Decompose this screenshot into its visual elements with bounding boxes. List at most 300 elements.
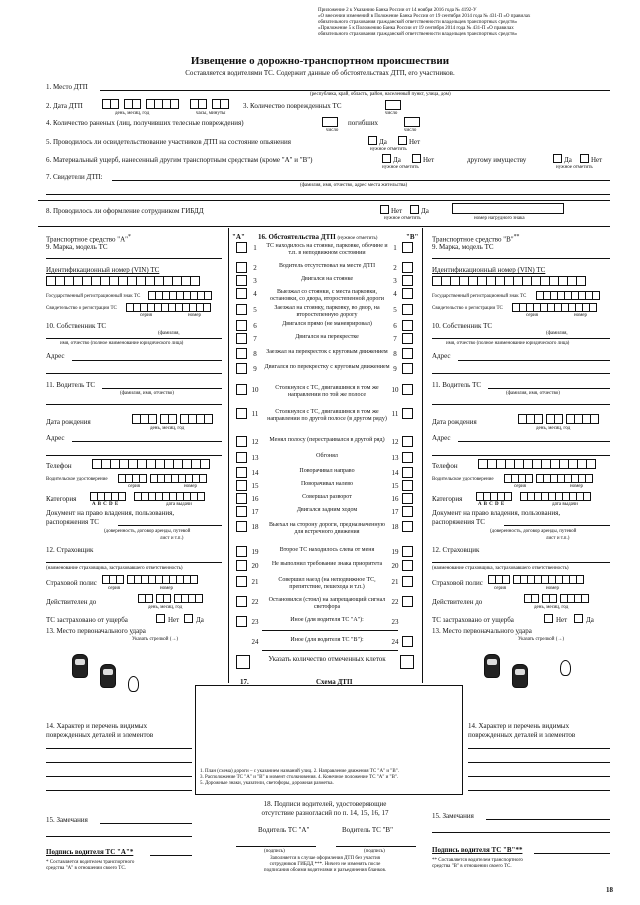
dead-count-input[interactable] xyxy=(404,117,420,127)
circ-number: 11 xyxy=(391,410,399,418)
circ-a-checkbox[interactable] xyxy=(236,242,247,253)
number-hint: номер xyxy=(184,484,197,489)
driver-address-input[interactable] xyxy=(458,441,610,442)
circ-b-checkbox[interactable] xyxy=(402,262,413,273)
circ-text: Остановился (стоял) на запрещающий сигнал светофора xyxy=(268,597,386,610)
ownership-doc-input[interactable] xyxy=(118,525,222,526)
phone-label: Телефон xyxy=(432,462,458,470)
address-label: Адрес xyxy=(46,434,65,442)
hours-cells[interactable] xyxy=(190,99,206,109)
circ-b-checkbox[interactable] xyxy=(402,493,413,504)
arrow-hint: Указать стрелкой (→) xyxy=(518,637,565,642)
circ-number: 1 xyxy=(393,244,397,252)
field-4-label: 4. Количество раненых (лиц, получивших телесные повреждения) xyxy=(46,119,244,127)
driver-a-signature[interactable] xyxy=(236,846,316,847)
circ-number: 8 xyxy=(253,350,257,358)
insurer-label: 12. Страховщик xyxy=(46,546,94,554)
divider xyxy=(38,200,610,201)
address-label: Адрес xyxy=(432,352,451,360)
yes-label: Да xyxy=(564,156,572,164)
circ-text: Двигался на стоянке xyxy=(300,276,354,282)
circ-a-checkbox[interactable] xyxy=(236,546,247,557)
circ-text: Столкнулся с ТС, двигавшимся в том же направлении по той же полосе xyxy=(275,385,379,398)
signatures-title-2: отсутствие разногласий по п. 14, 15, 16, 17 xyxy=(261,809,389,817)
owner-address-input[interactable] xyxy=(458,360,610,361)
damages-a-input[interactable] xyxy=(46,748,192,749)
insured-no-checkbox[interactable] xyxy=(156,614,165,623)
circ-b-checkbox[interactable] xyxy=(402,242,413,253)
circ-a-checkbox[interactable] xyxy=(236,320,247,331)
cert-cells[interactable] xyxy=(512,303,596,312)
insurer-hint: (наименование страховщика, застраховавшего ответственность) xyxy=(432,566,569,571)
footnote-b xyxy=(432,858,523,870)
circ-number: 2 xyxy=(393,264,397,272)
car-diagram-icon[interactable] xyxy=(72,654,88,678)
no-label: Нет xyxy=(423,156,435,164)
insured-label: ТС застраховано от ущерба xyxy=(432,616,514,624)
year-cells[interactable] xyxy=(146,99,178,109)
policy-label: Страховой полис xyxy=(432,579,483,587)
circ-text: Заезжал на перекресток с круговым движением xyxy=(266,349,388,355)
driver-a-sign-label: Водитель ТС "А" xyxy=(258,826,310,834)
circ-a-checkbox[interactable] xyxy=(236,467,247,478)
circ-a-checkbox[interactable] xyxy=(236,576,247,587)
circ-number: 22 xyxy=(251,598,259,606)
category-label: Категория xyxy=(46,495,77,503)
brand-label: 9. Марка, модель ТС xyxy=(46,243,108,251)
damages-a-input-3[interactable] xyxy=(46,776,192,777)
circ-b-checkbox[interactable] xyxy=(402,521,413,532)
circ-b-checkbox[interactable] xyxy=(402,546,413,557)
damage-vehicles-yes-checkbox[interactable] xyxy=(382,154,391,163)
owner-label: 10. Собственник ТС xyxy=(46,322,107,330)
circ-text: Менял полосу (перестраивался в другой ряд) xyxy=(269,437,385,443)
minutes-cells[interactable] xyxy=(212,99,228,109)
sign-b-label: Подпись водителя ТС "В"** xyxy=(432,846,523,854)
circ-number: 11 xyxy=(251,410,259,418)
no-label: Нет xyxy=(391,207,403,215)
circ-b-checkbox[interactable] xyxy=(402,348,413,359)
other-property-label: другому имуществу xyxy=(467,156,527,164)
police-yes-checkbox[interactable] xyxy=(410,205,419,214)
witnesses-input[interactable] xyxy=(112,180,610,181)
reg-cells[interactable] xyxy=(148,291,211,300)
series-hint: серия xyxy=(526,313,538,318)
remarks-b-input-2[interactable] xyxy=(432,832,610,833)
circ-a-checkbox[interactable] xyxy=(236,333,247,344)
count-label: Указать количество отмеченных клеток xyxy=(268,655,386,663)
circ-text: Совершал разворот xyxy=(302,494,352,500)
circ-a-checkbox[interactable] xyxy=(236,452,247,463)
circ-a-checkbox[interactable] xyxy=(236,560,247,571)
circ-a-checkbox[interactable] xyxy=(236,288,247,299)
circ-number: 19 xyxy=(251,548,259,556)
driver-address-input-2[interactable] xyxy=(46,455,222,456)
scheme-legend xyxy=(200,769,462,787)
page-number: 18 xyxy=(606,886,613,894)
brand-input[interactable] xyxy=(46,258,222,259)
date-cells[interactable] xyxy=(102,99,118,109)
vin-cells[interactable] xyxy=(432,276,585,286)
brand-input[interactable] xyxy=(432,258,610,259)
driver-hint: (фамилия, имя, отчество) xyxy=(506,391,560,396)
circ-b-checkbox[interactable] xyxy=(402,408,413,419)
ownership-doc-input[interactable] xyxy=(504,525,610,526)
license-cells[interactable] xyxy=(504,474,592,483)
scheme-number: 17. xyxy=(240,678,249,686)
injured-count-input[interactable] xyxy=(322,117,338,127)
doc-label: Документ на право владения, пользования, xyxy=(432,509,561,517)
circ-number: 4 xyxy=(393,290,397,298)
sobriety-no-checkbox[interactable] xyxy=(398,136,407,145)
policy-cells[interactable] xyxy=(488,575,583,584)
birth-label: Дата рождения xyxy=(432,418,477,426)
reg-label: Государственный регистрационный знак ТС xyxy=(432,294,527,299)
cert-cells[interactable] xyxy=(126,303,210,312)
impact-label: 13. Место первоначального удара xyxy=(46,627,146,635)
circ-a-checkbox[interactable] xyxy=(236,363,247,374)
category-cells[interactable] xyxy=(90,492,125,501)
field-2-label: 2. Дата ДТП xyxy=(46,102,83,110)
circ-number: 18 xyxy=(391,523,399,531)
circ-number: 22 xyxy=(391,598,399,606)
circ-text: Поворачивал направо xyxy=(299,468,355,474)
driver-input[interactable] xyxy=(102,388,222,389)
column-a-header: "А" xyxy=(232,233,245,241)
number-hint: номер xyxy=(574,313,587,318)
owner-hint: (фамилия, xyxy=(158,331,180,336)
circ-text: Поворачивал налево xyxy=(300,481,354,487)
insured-label: ТС застраховано от ущерба xyxy=(46,616,128,624)
damages-a-input-2[interactable] xyxy=(46,762,192,763)
insurer-input[interactable] xyxy=(432,562,610,563)
sobriety-yes-checkbox[interactable] xyxy=(368,136,377,145)
circ-number: 9 xyxy=(253,365,257,373)
phone-cells[interactable] xyxy=(478,459,595,469)
circ-number: 24 xyxy=(391,638,399,646)
circ-text: Двигался по перекрестку с круговым движением xyxy=(264,364,390,370)
license-cells[interactable] xyxy=(118,474,206,483)
circ-number: 10 xyxy=(251,386,259,394)
driver-address-input-2[interactable] xyxy=(432,455,610,456)
circ-b-checkbox[interactable] xyxy=(402,636,413,647)
doc-hint: (доверенность, договор аренды, путевой xyxy=(104,529,191,534)
circ-b-checkbox[interactable] xyxy=(402,363,413,374)
injured-hint: число xyxy=(326,128,339,133)
owner-input[interactable] xyxy=(432,338,610,339)
column-divider-left xyxy=(228,228,229,683)
header-line: Приложение 2 к Указанию Банка России от 14 ноября 2016 года № 4192-У xyxy=(318,8,477,13)
page-title: Извещение о дорожно-транспортном происшествии xyxy=(190,55,450,67)
damages-label: 14. Характер и перечень видимых xyxy=(46,722,148,730)
birth-hint: день, месяц, год xyxy=(536,426,571,431)
column-divider-right xyxy=(422,228,423,683)
circ-number: 17 xyxy=(391,508,399,516)
brand-label: 9. Марка, модель ТС xyxy=(432,243,494,251)
reg-cells[interactable] xyxy=(536,291,599,300)
doc-hint-2: лист и т.п.) xyxy=(160,536,184,541)
number-hint: номер xyxy=(546,586,559,591)
insured-yes-checkbox[interactable] xyxy=(574,614,583,623)
circ-a-checkbox[interactable] xyxy=(236,384,247,395)
circ-b-checkbox[interactable] xyxy=(402,288,413,299)
insured-no-checkbox[interactable] xyxy=(544,614,553,623)
circ-number: 15 xyxy=(251,482,259,490)
remarks-a-input[interactable] xyxy=(100,823,192,824)
owner-address-input-2[interactable] xyxy=(432,373,610,374)
policy-cells[interactable] xyxy=(102,575,197,584)
series-hint: серия xyxy=(494,586,506,591)
circ-b-checkbox[interactable] xyxy=(402,436,413,447)
circ-title: 16. Обстоятельства ДТП xyxy=(258,233,336,241)
birth-cells[interactable] xyxy=(518,414,598,424)
motorcycle-diagram-icon[interactable] xyxy=(560,660,571,676)
yes-label: Да xyxy=(586,616,594,624)
circ-b-checkbox[interactable] xyxy=(402,480,413,491)
owner-address-input-2[interactable] xyxy=(46,373,222,374)
dead-hint: число xyxy=(404,128,417,133)
circ-number: 20 xyxy=(391,562,399,570)
insured-yes-checkbox[interactable] xyxy=(184,614,193,623)
circ-number: 3 xyxy=(393,277,397,285)
footnote-a xyxy=(46,860,134,872)
circ-number: 5 xyxy=(253,306,257,314)
driver-input-2[interactable] xyxy=(432,404,610,405)
doc-label: Документ на право владения, пользования, xyxy=(46,509,175,517)
birth-label: Дата рождения xyxy=(46,418,91,426)
circ-number: 18 xyxy=(251,523,259,531)
insurer-input[interactable] xyxy=(46,562,222,563)
circ-a-checkbox[interactable] xyxy=(236,408,247,419)
scheme-title: Схема ДТП xyxy=(316,678,353,686)
sign-a-input[interactable] xyxy=(150,855,192,856)
circ-number: 6 xyxy=(253,322,257,330)
circ-b-checkbox[interactable] xyxy=(402,576,413,587)
car-diagram-icon[interactable] xyxy=(512,664,528,688)
header-line: «Приложение 5 к Положению Банка России от 19 сентября 2014 года № 431-П «О правилах xyxy=(318,26,514,31)
number-hint: номер xyxy=(570,484,583,489)
phone-cells[interactable] xyxy=(92,459,209,469)
circ-a-checkbox[interactable] xyxy=(236,348,247,359)
circ-a-checkbox[interactable] xyxy=(236,262,247,273)
owner-hint-2: имя, отчество (полное наименование юридического лица) xyxy=(446,341,570,346)
driver-address-input[interactable] xyxy=(72,441,222,442)
remarks-label: 15. Замечания xyxy=(46,816,88,824)
doc-label-2: распоряжения ТС xyxy=(432,518,485,526)
driver-label: 11. Водитель ТС xyxy=(46,381,96,389)
license-label: Водительское удостоверение xyxy=(432,477,494,482)
dead-label: погибших xyxy=(348,119,379,127)
circ-text: Выезжал со стоянки, с места парковки, остановки, со двора, второстепенной дороги xyxy=(269,289,385,302)
series-hint: серия xyxy=(128,484,140,489)
header-line: обязательного страхования гражданской ответственности владельцев транспортных средств» xyxy=(318,20,518,25)
remarks-a-input-2[interactable] xyxy=(46,836,192,837)
circ-number: 4 xyxy=(253,290,257,298)
circ-number: 14 xyxy=(391,469,399,477)
circ-b-checkbox[interactable] xyxy=(402,320,413,331)
scheme-legend-line: 5. Дорожные знаки, указатели, светофоры, дорожная разметка. xyxy=(200,781,334,786)
owner-input[interactable] xyxy=(46,338,222,339)
circ-text: Выехал на сторону дороги, предназначенную для встречного движения xyxy=(268,522,386,535)
month-cells[interactable] xyxy=(124,99,140,109)
circ-text: ТС находилось на стоянке, парковке, обочине и т.п. в неподвижном состоянии xyxy=(266,243,388,256)
field-6-label: 6. Материальный ущерб, нанесенный другим транспортным средствам (кроме "А" и "В") xyxy=(46,156,313,164)
owner-hint-2: имя, отчество (полное наименование юридического лица) xyxy=(60,341,184,346)
field-1-hint: (республика, край, область, район, населенный пункт, улица, дом) xyxy=(310,92,451,97)
issue-date-hint: дата выдачи xyxy=(552,502,578,507)
signatures-title: 18. Подписи водителей, удостоверяющие xyxy=(263,800,387,808)
badge-number-input[interactable] xyxy=(452,203,564,214)
circ-a-checkbox[interactable] xyxy=(236,275,247,286)
issue-date-cells[interactable] xyxy=(134,492,204,501)
circ-number: 21 xyxy=(391,578,399,586)
doc-label-2: распоряжения ТС xyxy=(46,518,99,526)
car-diagram-icon[interactable] xyxy=(484,654,500,678)
vehicle-a-title: Транспортное средство "А" xyxy=(46,235,128,244)
circ-other-input[interactable] xyxy=(262,650,398,651)
field-8-label: 8. Проводилось ли оформление сотрудником ГИБДД xyxy=(46,207,204,215)
circ-number: 1 xyxy=(253,244,257,252)
mark-hint: нужное отметить xyxy=(384,216,421,221)
circ-number: 13 xyxy=(251,454,259,462)
category-letters: A B C D E xyxy=(478,502,505,507)
driver-hint: (фамилия, имя, отчество) xyxy=(120,391,174,396)
valid-cells[interactable] xyxy=(524,594,588,603)
circ-a-checkbox[interactable] xyxy=(236,616,247,627)
driver-b-signature[interactable] xyxy=(336,846,416,847)
damage-property-yes-checkbox[interactable] xyxy=(553,154,562,163)
cert-label: Свидетельство о регистрации ТС xyxy=(432,306,503,311)
doc-hint: (доверенность, договор аренды, путевой xyxy=(490,529,577,534)
series-hint: серия xyxy=(108,586,120,591)
valid-cells[interactable] xyxy=(138,594,202,603)
damages-b-input-4[interactable] xyxy=(468,790,610,791)
circ-title-hint: (нужное отметить) xyxy=(337,236,378,241)
police-no-checkbox[interactable] xyxy=(380,205,389,214)
circ-other-input[interactable] xyxy=(262,630,398,631)
circ-a-checkbox[interactable] xyxy=(236,304,247,315)
series-hint: серия xyxy=(514,484,526,489)
category-label: Категория xyxy=(432,495,463,503)
insurer-hint: (наименование страховщика, застраховавшего ответственность) xyxy=(46,566,183,571)
scheme-legend-line: 3. Расположение ТС "А" и "В" в момент столкновения. 4. Конечное положение ТС "А" и "В". xyxy=(200,775,399,780)
signature-note xyxy=(220,856,430,874)
circ-a-checkbox[interactable] xyxy=(236,521,247,532)
circ-a-checkbox[interactable] xyxy=(236,436,247,447)
witnesses-input-2[interactable] xyxy=(46,194,610,195)
circ-b-checkbox[interactable] xyxy=(402,467,413,478)
damaged-count-input[interactable] xyxy=(385,100,401,110)
circ-b-checkbox[interactable] xyxy=(402,304,413,315)
birth-cells[interactable] xyxy=(132,414,212,424)
circ-number: 17 xyxy=(251,508,259,516)
circ-number: 2 xyxy=(253,264,257,272)
circ-b-checkbox[interactable] xyxy=(402,275,413,286)
damage-vehicles-no-checkbox[interactable] xyxy=(412,154,421,163)
circ-b-checkbox[interactable] xyxy=(402,560,413,571)
no-label: Нет xyxy=(591,156,603,164)
vin-cells[interactable] xyxy=(46,276,199,286)
field-1-label: 1. Место ДТП xyxy=(46,83,88,91)
doc-hint-2: лист и т.п.) xyxy=(546,536,570,541)
category-cells[interactable] xyxy=(476,492,511,501)
category-letters: A B C D E xyxy=(92,502,119,507)
circ-text: Заезжал на стоянку, парковку, во двор, на второстепенную дорогу xyxy=(274,305,380,318)
header-line: обязательного страхования гражданской ответственности владельцев транспортных средств» xyxy=(318,32,518,37)
circ-a-checkbox[interactable] xyxy=(236,506,247,517)
sign-a-label: Подпись водителя ТС "А"* xyxy=(46,848,134,856)
driver-input-2[interactable] xyxy=(46,404,222,405)
car-diagram-icon[interactable] xyxy=(100,664,116,688)
circ-number: 23 xyxy=(391,618,399,626)
circ-number: 12 xyxy=(391,438,399,446)
circ-number: 5 xyxy=(393,306,397,314)
reg-label: Государственный регистрационный знак ТС xyxy=(46,294,141,299)
damages-a-input-4[interactable] xyxy=(46,790,192,791)
circ-text: Двигался задним ходом xyxy=(296,507,358,513)
owner-address-input[interactable] xyxy=(72,360,222,361)
circ-b-checkbox[interactable] xyxy=(402,506,413,517)
circ-number: 16 xyxy=(251,495,259,503)
count-a-input[interactable] xyxy=(236,655,250,669)
valid-label: Действителен до xyxy=(46,598,97,606)
damage-property-no-checkbox[interactable] xyxy=(580,154,589,163)
circ-number: 3 xyxy=(253,277,257,285)
license-label: Водительское удостоверение xyxy=(46,477,108,482)
driver-input[interactable] xyxy=(488,388,610,389)
damages-b-input[interactable] xyxy=(468,748,610,749)
accident-place-input[interactable] xyxy=(100,90,610,91)
signature-note-line: сотрудников ГИБДД ***. Ничего не изменять после xyxy=(269,862,381,867)
remarks-b-input[interactable] xyxy=(486,819,610,820)
circ-number: 23 xyxy=(251,618,259,626)
sign-b-input[interactable] xyxy=(534,853,610,854)
count-b-input[interactable] xyxy=(400,655,414,669)
valid-label: Действителен до xyxy=(432,598,483,606)
insurer-label: 12. Страховщик xyxy=(432,546,480,554)
arrow-hint: Указать стрелкой (→) xyxy=(132,637,179,642)
circ-text: Обгонял xyxy=(316,453,338,459)
circ-number: 7 xyxy=(393,335,397,343)
field-5-label: 5. Проводилось ли освидетельствование участников ДТП на состояние опьянения xyxy=(46,138,291,146)
vin-label: Идентификационный номер (VIN) ТС xyxy=(46,266,160,274)
yes-label: Да xyxy=(379,138,387,146)
circ-b-checkbox[interactable] xyxy=(402,384,413,395)
yes-label: Да xyxy=(196,616,204,624)
circ-b-checkbox[interactable] xyxy=(402,596,413,607)
damages-b-input-3[interactable] xyxy=(468,776,610,777)
circ-a-checkbox[interactable] xyxy=(236,596,247,607)
field-7-hint: (фамилия, имя, отчество, адрес места жительства) xyxy=(300,183,408,188)
damages-b-input-2[interactable] xyxy=(468,762,610,763)
circ-a-checkbox[interactable] xyxy=(236,480,247,491)
circ-number: 12 xyxy=(251,438,259,446)
address-label: Адрес xyxy=(432,434,451,442)
circ-number: 24 xyxy=(251,638,259,646)
circ-number: 13 xyxy=(391,454,399,462)
no-label: Нет xyxy=(409,138,421,146)
footnote-line: * Составляется водителем транспортного xyxy=(46,860,135,865)
circ-a-checkbox[interactable] xyxy=(236,493,247,504)
circ-b-checkbox[interactable] xyxy=(402,452,413,463)
motorcycle-diagram-icon[interactable] xyxy=(128,676,139,692)
damages-label-2: поврежденных деталей и элементов xyxy=(46,731,154,739)
signature-hint: (подпись) xyxy=(364,849,385,854)
circ-b-checkbox[interactable] xyxy=(402,333,413,344)
circ-text: Иное (для водителя ТС "А"): xyxy=(290,617,364,623)
mark-hint: нужное отметить xyxy=(556,165,593,170)
issue-date-cells[interactable] xyxy=(520,492,590,501)
